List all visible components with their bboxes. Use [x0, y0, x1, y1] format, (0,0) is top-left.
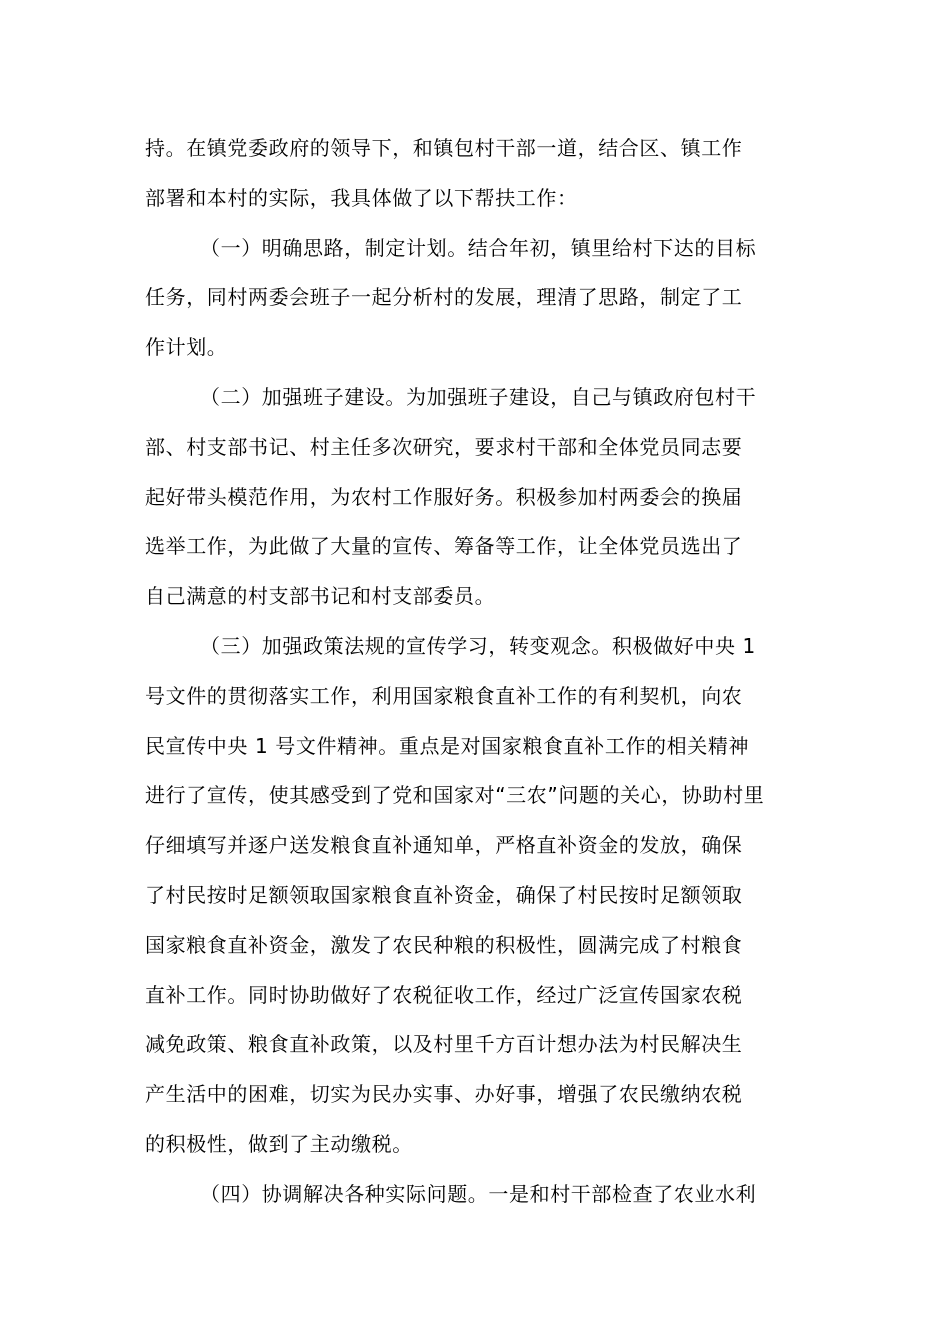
text-line-7: 部、村支部书记、村主任多次研究，要求村干部和全体党员同志要 [145, 434, 743, 459]
text-line-12: 号文件的贯彻落实工作，利用国家粮食直补工作的有利契机，向农 [145, 683, 743, 708]
text-line-13: 民宣传中央 1 号文件精神。重点是对国家粮食直补工作的相关精神 [145, 733, 750, 758]
text-line-4: 任务，同村两委会班子一起分析村的发展，理清了思路，制定了工 [145, 285, 743, 310]
text-line-6: （二）加强班子建设。为加强班子建设，自己与镇政府包村干 [200, 384, 757, 409]
body-text [145, 124, 807, 1220]
text-line-21: 的积极性，做到了主动缴税。 [145, 1131, 413, 1156]
text-line-1: 持。在镇党委政府的领导下，和镇包村干部一道，结合区、镇工作 [145, 136, 743, 160]
text-line-10: 自己满意的村支部书记和村支部委员。 [145, 584, 496, 609]
text-line-11: （三）加强政策法规的宣传学习，转变观念。积极做好中央 1 [200, 633, 756, 658]
text-line-14: 进行了宣传，使其感受到了党和国家对“三农”问题的关心，协助村里 [145, 783, 765, 808]
text-line-17: 国家粮食直补资金，激发了农民种粮的积极性，圆满完成了村粮食 [145, 932, 743, 957]
text-line-8: 起好带头模范作用，为农村工作服好务。积极参加村两委会的换届 [145, 484, 743, 509]
text-line-3: （一）明确思路，制定计划。结合年初，镇里给村下达的目标 [200, 235, 757, 260]
text-line-16: 了村民按时足额领取国家粮食直补资金，确保了村民按时足额领取 [145, 882, 743, 907]
text-line-15: 仔细填写并逐户送发粮食直补通知单，严格直补资金的发放，确保 [145, 833, 743, 858]
text-line-2: 部署和本村的实际，我具体做了以下帮扶工作： [145, 185, 578, 210]
text-line-18: 直补工作。同时协助做好了农税征收工作，经过广泛宣传国家农税 [145, 982, 743, 1007]
text-line-22: （四）协调解决各种实际问题。一是和村干部检查了农业水利 [200, 1181, 757, 1206]
text-line-20: 产生活中的困难，切实为民办实事、办好事，增强了农民缴纳农税 [145, 1082, 743, 1107]
text-line-19: 减免政策、粮食直补政策，以及村里千方百计想办法为村民解决生 [145, 1032, 743, 1057]
text-line-5: 作计划。 [145, 335, 228, 360]
text-line-9: 选举工作，为此做了大量的宣传、筹备等工作，让全体党员选出了 [145, 534, 743, 559]
